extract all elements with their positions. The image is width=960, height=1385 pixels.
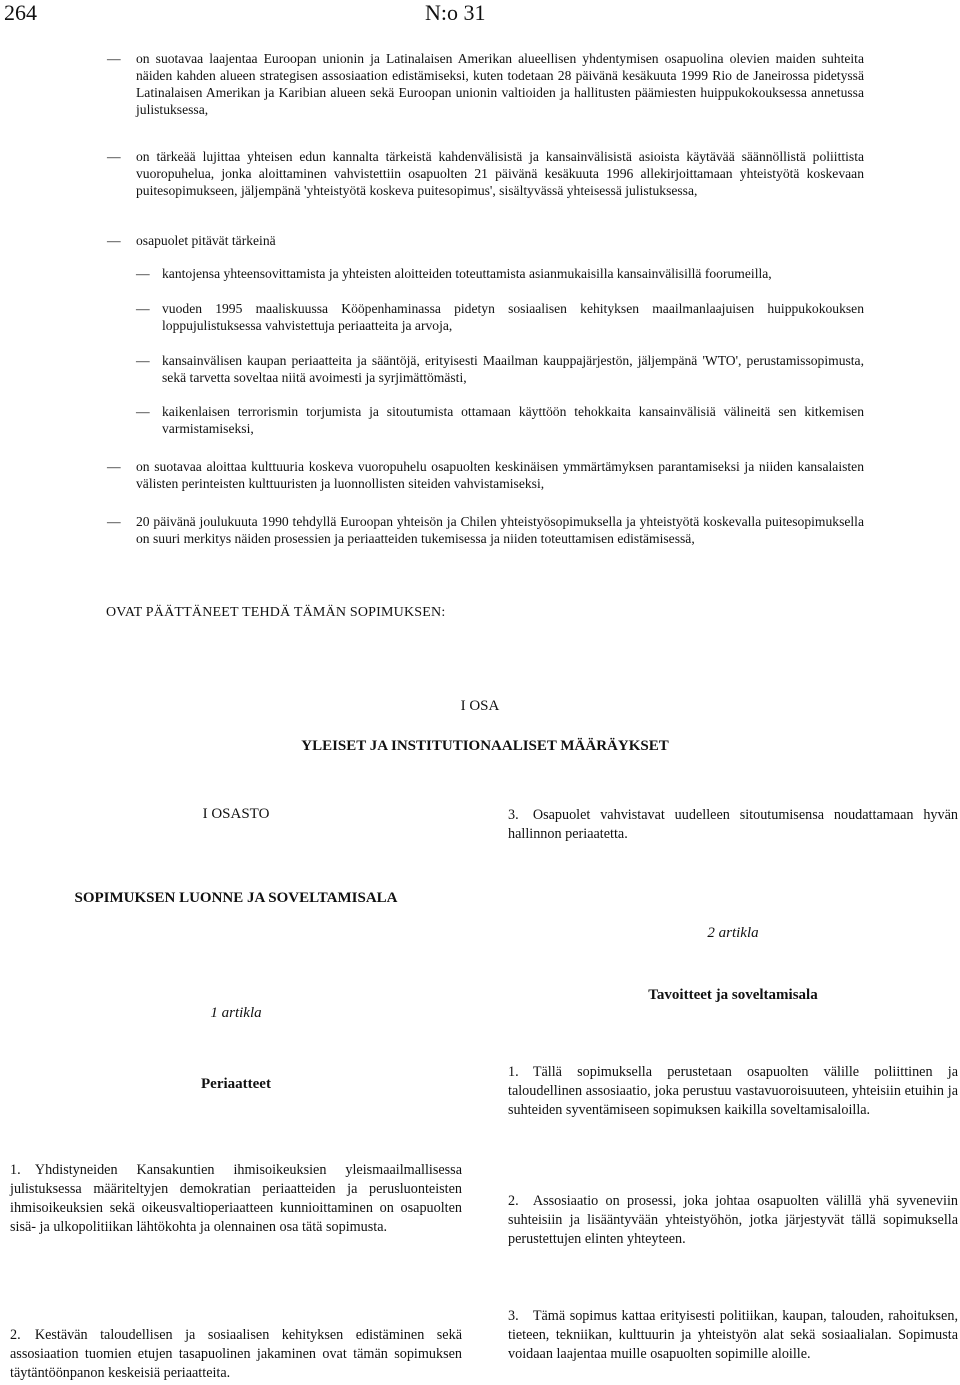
dash-marker: — <box>136 353 150 368</box>
dash-marker: — <box>136 404 150 419</box>
preamble-item: on tärkeää lujittaa yhteisen edun kannalta tärkeistä kahdenvälisistä ja kansainvälisistä asioista käytävää säännöllistä poliittista vuoropuhelua, jonka aloittaminen vahvistettiin osapuolten 21 päivänä kesäkuuta 1996 allekirjoittamaan yhteistyötä koskevaan puitesopimukseen, jäljempänä 'yhteistyötä koskeva puitesopimus', sisältyvässä yhteisessä julistuksessa, <box>136 149 864 198</box>
article-title: Periaatteet <box>201 1076 271 1092</box>
article-paragraph: 1. Tällä sopimuksella perustetaan osapuolten välille poliittinen ja taloudellinen assosiaatio, joka perustuu vastavuoroisuuteen, yhteisiin etuihin ja suhteiden syventämiseen sopimuksen kaikilla soveltamisaloilla. <box>508 1064 958 1118</box>
journal-series-number: N:o 31 <box>425 0 486 25</box>
article-paragraph: 3. Tämä sopimus kattaa erityisesti politiikan, kaupan, talouden, rahoituksen, tieteen, tekniikan, kulttuurin ja yhteistyön alat sekä sosiaalialan. Sopimusta voidaan laajentaa muille osapuolten sopimille aloille. <box>508 1308 958 1362</box>
preamble-subitem: vuoden 1995 maaliskuussa Kööpenhaminassa pidetyn sosiaalisen kehityksen maailmanlaajuisen huippukokouksen loppujulistuksessa vahvistettuja periaatteita ja arvoja, <box>162 301 864 333</box>
part-number: I OSA <box>460 698 500 714</box>
preamble-item: osapuolet pitävät tärkeinä <box>136 233 276 248</box>
article-paragraph: 2. Assosiaatio on prosessi, joka johtaa osapuolten välillä yhä syveneviin suhteisiin ja lisääntyvään yhteistyöhön, jotka järjestyvät tällä sopimuksella perustettujen elinten yhteyteen. <box>508 1193 958 1247</box>
article-number: 1 artikla <box>210 1005 262 1021</box>
closing-formula: OVAT PÄÄTTÄNEET TEHDÄ TÄMÄN SOPIMUKSEN: <box>106 605 446 620</box>
article-title: Tavoitteet ja soveltamisala <box>648 987 818 1003</box>
dash-marker: — <box>107 514 121 529</box>
preamble-item: on suotavaa aloittaa kulttuuria koskeva vuoropuhelu osapuolten keskinäisen ymmärtämyksen parantamiseksi ja niiden kansalaisten välisten perinteisten kulttuuristen ja luonnollisten siteiden vahvistamiseksi, <box>136 459 864 491</box>
article-paragraph: 1. Yhdistyneiden Kansakuntien ihmisoikeuksien yleismaailmallisessa julistuksessa määriteltyjen demokratian periaatteiden ja perusluonteisten ihmisoikeuksien sekä oikeusvaltioperiaatteen kunnioittaminen on osapuolten sisä- ja ulkopolitiikan lähtökohta ja olennainen osa tätä sopimusta. <box>10 1162 462 1235</box>
article-number: 2 artikla <box>707 925 759 941</box>
preamble-subitem: kantojensa yhteensovittamista ja yhteisten aloitteiden toteuttamista asianmukaisilla kansainvälisillä foorumeilla, <box>162 266 772 281</box>
article-paragraph: 2. Kestävän taloudellisen ja sosiaalisen kehityksen edistäminen sekä assosiaation tuomien etujen tasapuolinen jakaminen ovat tämän sopimuksen täytäntöönpanon keskeisiä periaatteita. <box>10 1327 462 1381</box>
preamble-subitem: kaikenlaisen terrorismin torjumista ja sitoutumista ottamaan käyttöön tehokkaita kansainvälisiä välineitä sen kitkemisen varmistamiseksi, <box>162 404 864 436</box>
section-number: I OSASTO <box>202 806 270 822</box>
section-title: SOPIMUKSEN LUONNE JA SOVELTAMISALA <box>74 890 398 906</box>
article-paragraph: 3. Osapuolet vahvistavat uudelleen sitoutumisensa noudattamaan hyvän hallinnon periaatetta. <box>508 807 958 842</box>
dash-marker: — <box>107 233 121 248</box>
dash-marker: — <box>136 301 150 316</box>
preamble-subitem: kansainvälisen kaupan periaatteita ja sääntöjä, erityisesti Maailman kauppajärjestön, jäljempänä 'WTO', perustamissopimusta, sekä tarvetta soveltaa niitä avoimesti ja syrjimättömästi, <box>162 353 864 385</box>
dash-marker: — <box>107 51 121 66</box>
preamble-item: on suotavaa laajentaa Euroopan unionin ja Latinalaisen Amerikan alueellisen yhdentymisen osapuolina olevien maiden suhteita näiden kahden alueen strategisen assosiaation edistämiseksi, kuten todetaan 28 päivänä kesäkuuta 1999 Rio de Janeirossa pidetyssä Latinalaisen Amerikan ja Karibian alueen sekä Euroopan unionin valtioiden ja hallitusten päämiesten huippukokouksessa annetussa julistuksessa, <box>136 51 864 117</box>
dash-marker: — <box>107 149 121 164</box>
part-title: YLEISET JA INSTITUTIONAALISET MÄÄRÄYKSET <box>301 738 669 754</box>
dash-marker: — <box>136 266 150 281</box>
dash-marker: — <box>107 459 121 474</box>
preamble-item: 20 päivänä joulukuuta 1990 tehdyllä Euroopan yhteisön ja Chilen yhteistyösopimuksella ja yhteistyötä koskevalla puitesopimuksella on suuri merkitys näiden prosessien ja periaatteiden tukemisessa ja niiden toteuttamisen edistämisessä, <box>136 514 864 546</box>
page-number: 264 <box>4 0 37 25</box>
